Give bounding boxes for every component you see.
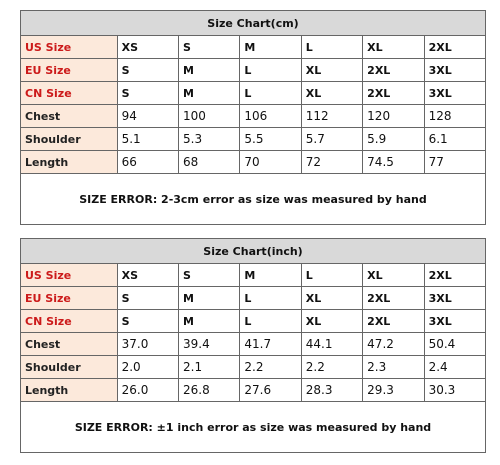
size-chart-inch-body <box>21 239 486 453</box>
table-cell: M <box>240 36 301 59</box>
table-cell: M <box>240 264 301 287</box>
row-label: CN Size <box>21 82 118 105</box>
size-error-text: SIZE ERROR: 2-3cm error as size was measured by hand <box>79 192 427 206</box>
table-cell: 2XL <box>363 287 424 310</box>
table-cell: XL <box>363 264 424 287</box>
table-cell: S <box>117 287 178 310</box>
table-cell: 74.5 <box>363 151 424 174</box>
table-cell: 77 <box>424 151 485 174</box>
table-cell: S <box>117 310 178 333</box>
table-cell: 37.0 <box>117 333 178 356</box>
table-cell: L <box>240 59 301 82</box>
table-cell: XS <box>117 36 178 59</box>
chart-title: Size Chart(inch) <box>21 239 486 264</box>
size-error-note <box>21 402 486 453</box>
table-row <box>21 310 486 333</box>
table-row <box>21 287 486 310</box>
size-chart-cm <box>20 10 486 225</box>
table-cell: 29.3 <box>363 379 424 402</box>
table-cell: 3XL <box>424 287 485 310</box>
table-cell: 5.3 <box>179 128 240 151</box>
row-label: Length <box>21 379 118 402</box>
table-cell: 2.2 <box>240 356 301 379</box>
table-cell: 5.5 <box>240 128 301 151</box>
size-error-note <box>21 174 486 225</box>
table-cell: XS <box>117 264 178 287</box>
table-row <box>21 356 486 379</box>
table-cell: 26.0 <box>117 379 178 402</box>
size-chart-inch <box>20 238 486 453</box>
table-cell: S <box>117 82 178 105</box>
table-cell: M <box>179 287 240 310</box>
size-chart-cm-body <box>21 11 486 225</box>
table-cell: XL <box>363 36 424 59</box>
table-cell: XL <box>301 287 362 310</box>
table-cell: 28.3 <box>301 379 362 402</box>
table-cell: 2XL <box>363 310 424 333</box>
table-cell: 5.9 <box>363 128 424 151</box>
row-label: US Size <box>21 36 118 59</box>
row-label: CN Size <box>21 310 118 333</box>
row-label: Chest <box>21 105 118 128</box>
table-cell: 3XL <box>424 310 485 333</box>
table-cell: 39.4 <box>179 333 240 356</box>
table-cell: 5.1 <box>117 128 178 151</box>
table-cell: 2.2 <box>301 356 362 379</box>
table-row <box>21 105 486 128</box>
size-error-text: SIZE ERROR: ±1 inch error as size was measured by hand <box>74 420 432 434</box>
note-row <box>21 174 486 225</box>
table-cell: 106 <box>240 105 301 128</box>
chart-title: Size Chart(cm) <box>21 11 486 36</box>
row-label: Shoulder <box>21 128 118 151</box>
table-cell: 3XL <box>424 82 485 105</box>
table-cell: 3XL <box>424 59 485 82</box>
table-cell: 26.8 <box>179 379 240 402</box>
table-cell: 112 <box>301 105 362 128</box>
row-label: Length <box>21 151 118 174</box>
table-cell: L <box>301 36 362 59</box>
table-cell: 5.7 <box>301 128 362 151</box>
table-cell: 2.4 <box>424 356 485 379</box>
table-cell: XL <box>301 59 362 82</box>
table-cell: 66 <box>117 151 178 174</box>
row-label: Chest <box>21 333 118 356</box>
table-cell: S <box>117 59 178 82</box>
table-cell: M <box>179 82 240 105</box>
note-row <box>21 402 486 453</box>
table-cell: 27.6 <box>240 379 301 402</box>
table-cell: L <box>240 287 301 310</box>
table-cell: 30.3 <box>424 379 485 402</box>
title-row <box>21 239 486 264</box>
table-cell: M <box>179 310 240 333</box>
table-cell: 94 <box>117 105 178 128</box>
table-cell: S <box>179 36 240 59</box>
table-cell: 120 <box>363 105 424 128</box>
table-cell: 2.0 <box>117 356 178 379</box>
table-cell: L <box>240 310 301 333</box>
table-cell: S <box>179 264 240 287</box>
row-label: EU Size <box>21 59 118 82</box>
table-cell: 72 <box>301 151 362 174</box>
table-cell: 2.3 <box>363 356 424 379</box>
table-row <box>21 264 486 287</box>
table-cell: M <box>179 59 240 82</box>
title-row <box>21 11 486 36</box>
table-cell: XL <box>301 310 362 333</box>
table-cell: 128 <box>424 105 485 128</box>
table-cell: 68 <box>179 151 240 174</box>
row-label: EU Size <box>21 287 118 310</box>
table-cell: 44.1 <box>301 333 362 356</box>
table-row <box>21 379 486 402</box>
table-row <box>21 59 486 82</box>
table-cell: 6.1 <box>424 128 485 151</box>
row-label: US Size <box>21 264 118 287</box>
table-cell: 2.1 <box>179 356 240 379</box>
table-row <box>21 82 486 105</box>
table-row <box>21 128 486 151</box>
table-cell: 41.7 <box>240 333 301 356</box>
row-label: Shoulder <box>21 356 118 379</box>
table-row <box>21 333 486 356</box>
table-cell: L <box>301 264 362 287</box>
table-row <box>21 151 486 174</box>
table-cell: 70 <box>240 151 301 174</box>
table-cell: XL <box>301 82 362 105</box>
table-cell: 2XL <box>424 264 485 287</box>
table-cell: 2XL <box>363 82 424 105</box>
table-cell: 47.2 <box>363 333 424 356</box>
table-cell: 2XL <box>424 36 485 59</box>
table-cell: 100 <box>179 105 240 128</box>
table-cell: 50.4 <box>424 333 485 356</box>
table-cell: 2XL <box>363 59 424 82</box>
table-cell: L <box>240 82 301 105</box>
table-row <box>21 36 486 59</box>
